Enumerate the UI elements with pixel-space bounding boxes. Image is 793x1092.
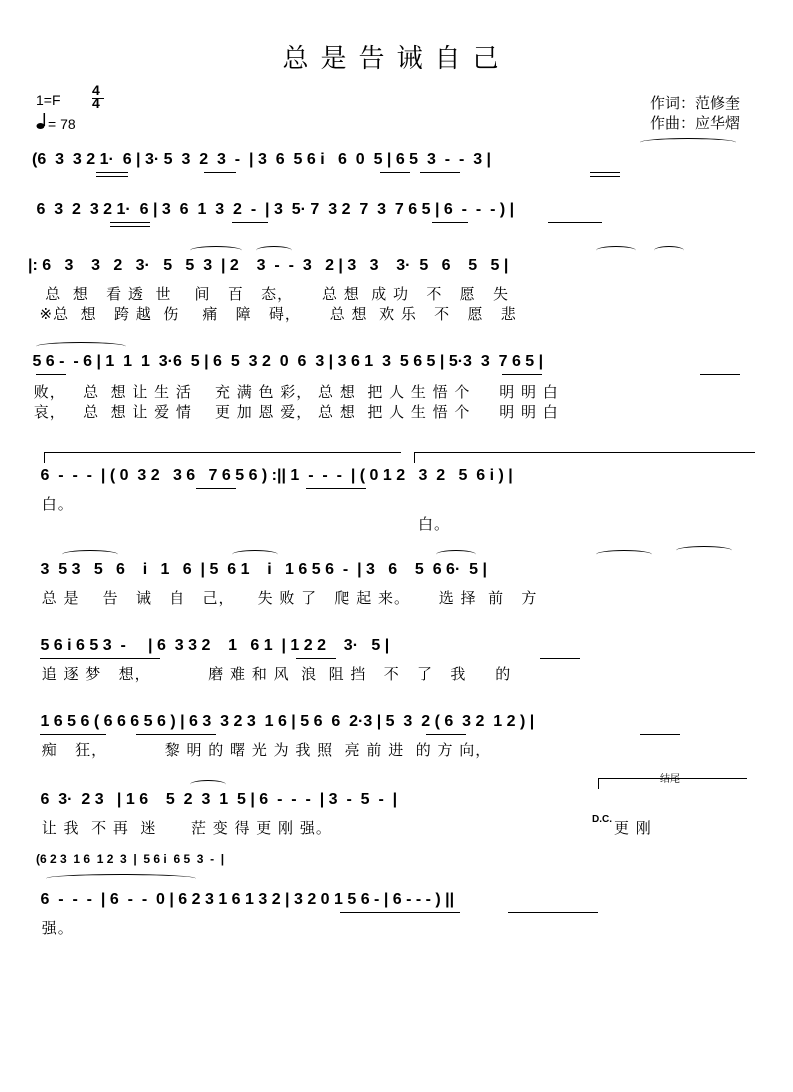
lyric-ending-final: 强。 xyxy=(36,919,74,937)
beam xyxy=(36,374,66,375)
lyric-line-3a xyxy=(28,284,509,304)
score-line-11-notes: 6 - - - | 6 - - 0 | 6 2 3 1 6 1 3 2 | 3 2 0 1 5 6 - | 6 - - - ) || xyxy=(36,891,455,908)
beam xyxy=(110,222,150,223)
coda-label: 结尾 xyxy=(660,774,680,785)
time-signature-top: 4 xyxy=(92,82,100,98)
lyric-chorus-4: 让 我 不 再 迷 茫 变 得 更 刚 强。 xyxy=(36,819,332,837)
slur xyxy=(190,780,226,789)
slur xyxy=(676,546,732,555)
score-line-1 xyxy=(32,150,491,170)
beam xyxy=(590,172,620,173)
slur xyxy=(190,246,242,255)
score-line-10 xyxy=(36,852,224,866)
score-line-9-notes: 6 3· 2 3 | 1 6 5 2 3 1 5 | 6 - - - | 3 - 5 - | xyxy=(36,791,398,808)
score-line-1-notes: (6 3 3 2 1· 6 | 3· 5 3 2 3 - | 3 6 5 6 i 6 0 5 | 6 5 3 - - 3 | xyxy=(32,151,492,168)
lyric-line-3b xyxy=(28,304,517,324)
slur xyxy=(640,138,736,147)
beam xyxy=(420,172,460,173)
time-signature-bottom: 4 xyxy=(92,95,100,111)
beam xyxy=(96,172,128,173)
beam xyxy=(340,912,460,913)
slur xyxy=(654,246,684,255)
composer: 作曲：应华熠 xyxy=(650,115,741,132)
slur xyxy=(596,246,636,255)
score-line-5-notes: 6 - - - | ( 0 3 2 3 6 7 6 5 6 ) :|| 1 - - - | ( 0 1 2 3 2 5 6 i ) | xyxy=(36,467,513,484)
volta-bracket-1 xyxy=(44,452,401,463)
beam xyxy=(700,374,740,375)
lyricist: 作词：范修奎 xyxy=(650,95,741,112)
score-line-4-notes: 5 6 - - 6 | 1 1 1 3·6 5 | 6 5 3 2 0 6 3 | 3 6 1 3 5 6 5 | 5·3 3 7 6 5 | xyxy=(28,353,544,370)
beam xyxy=(640,734,680,735)
lyric-line-6 xyxy=(36,588,537,608)
time-signature-line xyxy=(92,98,104,99)
lyric-chorus-1: 总 是 告 诫 自 己， 失 败 了 爬 起 来。 选 择 前 方 xyxy=(36,589,538,607)
slur xyxy=(62,550,118,559)
beam xyxy=(232,222,268,223)
beam xyxy=(426,734,466,735)
beam xyxy=(96,176,128,177)
lyric-line-9 xyxy=(36,818,332,838)
coda-lyric: 更 刚 xyxy=(614,819,652,837)
score-line-7-notes: 5 6 i 6 5 3 - | 6 3 3 2 1 6 1 | 1 2 2 3· 5 | xyxy=(36,637,390,654)
lyric-line-5b xyxy=(418,514,450,534)
score-line-2-notes: 6 3 2 3 2 1· 6 | 3 6 1 3 2 - | 3 5· 7 3 2 7 3 7 6 5 | 6 - - - ) | xyxy=(32,201,515,218)
lyric-verse-1: 总 想 看 透 世 间 百 态， 总 想 成 功 不 愿 失 xyxy=(28,285,509,303)
lyric-verse-2: 哀， 总 想 让 爱 情 更 加 恩 爱， 总 想 把 人 生 悟 个 明 明 白 xyxy=(28,403,559,421)
score-line-11 xyxy=(36,890,454,910)
beam xyxy=(40,658,160,659)
score-line-10-notes: (6 2 3 1 6 1 2 3 | 5 6 i 6 5 3 - | xyxy=(36,852,225,866)
song-title: 总是告诫自己 xyxy=(282,44,511,74)
lyric-verse-1: 败， 总 想 让 生 活 充 满 色 彩， 总 想 把 人 生 悟 个 明 明 白 xyxy=(28,383,559,401)
lyric-line-7 xyxy=(36,664,511,684)
beam xyxy=(508,912,598,913)
lyric-chorus-2: 追 逐 梦 想， 磨 难 和 风 浪 阻 挡 不 了 我 的 xyxy=(36,665,512,683)
lyric-verse-2: ※总 想 跨 越 伤 痛 障 碍， 总 想 欢 乐 不 愿 悲 xyxy=(28,305,517,323)
beam xyxy=(196,488,236,489)
lyric-ending-1: 白。 xyxy=(36,495,74,513)
quarter-note-icon xyxy=(36,112,48,130)
slur xyxy=(436,550,476,559)
lyric-line-11 xyxy=(36,918,74,938)
beam xyxy=(40,734,106,735)
score-line-3 xyxy=(28,256,508,276)
lyric-chorus-3: 痴 狂， 黎 明 的 曙 光 为 我 照 亮 前 进 的 方 向， xyxy=(36,741,492,759)
lyric-line-5a xyxy=(36,494,74,514)
lyric-line-4b xyxy=(28,402,559,422)
score-line-6-notes: 3 5 3 5 6 i 1 6 | 5 6 1 i 1 6 5 6 - | 3 6 5 6 6· 5 | xyxy=(36,561,487,578)
lyric-line-4a xyxy=(28,382,559,402)
score-line-7 xyxy=(36,636,389,656)
score-line-8 xyxy=(36,712,534,732)
time-signature xyxy=(92,84,100,110)
lyric-ending-2: 白。 xyxy=(418,515,451,533)
score-line-8-notes: 1 6 5 6 ( 6 6 6 5 6 ) | 6 3 3 2 3 1 6 | 5 6 6 2·3 | 5 3 2 ( 6 3 2 1 2 ) | xyxy=(36,713,535,730)
score-line-6 xyxy=(36,560,487,580)
slur xyxy=(46,874,196,883)
score-line-9 xyxy=(36,790,397,810)
score-line-4 xyxy=(28,352,543,372)
score-line-2 xyxy=(32,200,514,220)
tempo: = 78 xyxy=(48,116,76,132)
beam xyxy=(204,172,236,173)
volta-bracket-2 xyxy=(414,452,755,463)
slur xyxy=(596,550,652,559)
dc-marking: D.C. xyxy=(592,814,612,825)
beam xyxy=(548,222,602,223)
beam xyxy=(136,734,216,735)
slur xyxy=(256,246,292,255)
beam xyxy=(110,226,150,227)
beam xyxy=(380,172,410,173)
beam xyxy=(502,374,542,375)
beam xyxy=(296,658,336,659)
beam xyxy=(540,658,580,659)
score-line-5 xyxy=(36,466,513,486)
beam xyxy=(432,222,468,223)
slur xyxy=(36,342,126,351)
score-line-3-notes: |: 6 3 3 2 3· 5 5 3 | 2 3 - - 3 2 | 3 3 3· 5 6 5 5 | xyxy=(28,257,509,274)
lyric-line-8 xyxy=(36,740,491,760)
slur xyxy=(232,550,278,559)
beam xyxy=(590,176,620,177)
key-signature: 1=F xyxy=(36,92,61,108)
beam xyxy=(306,488,366,489)
